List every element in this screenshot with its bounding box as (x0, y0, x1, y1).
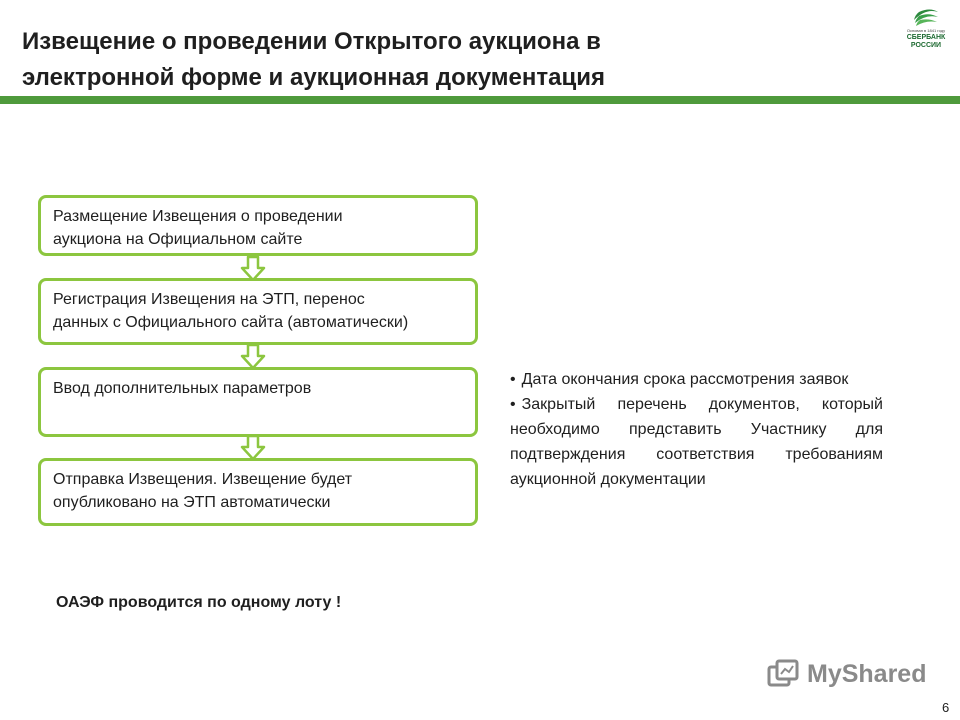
process-step-1-line-2: аукциона на Официальном сайте (53, 231, 303, 248)
process-step-2-line-2: данных с Официального сайта (автоматически) (53, 314, 409, 331)
process-step-4-line-2: опубликовано на ЭТП автоматически (53, 494, 331, 511)
logo-tagline: Основан в 1841 году (906, 28, 946, 33)
process-step-1-line-1: Размещение Извещения о проведении (53, 208, 343, 225)
process-step-4 (38, 458, 478, 526)
myshared-logo-icon (767, 657, 801, 691)
logo-name-line-1: СБЕРБАНК (906, 34, 946, 41)
process-step-2 (38, 278, 478, 345)
page-title (22, 24, 882, 96)
process-step-2-line-1: Регистрация Извещения на ЭТП, перенос (53, 291, 365, 308)
sberbank-logo (896, 6, 956, 70)
page-title-line-1: Извещение о проведении Открытого аукциона в (22, 28, 601, 55)
process-step-3 (38, 367, 478, 437)
process-step-4-line-1: Отправка Извещения. Извещение будет (53, 471, 353, 488)
watermark (767, 654, 926, 694)
sberbank-leaf-logo-icon (911, 6, 941, 28)
bullet-item: • Дата окончания срока рассмотрения заявок (510, 371, 849, 388)
logo-name-line-2: РОССИИ (910, 42, 942, 49)
note-text: ОАЭФ проводится по одному лоту ! (56, 594, 342, 611)
process-step-3-line-1: Ввод дополнительных параметров (53, 380, 312, 397)
header-divider (0, 96, 960, 104)
bullet-item: • Закрытый перечень документов, который необходимо представить Участнику для подтверждения соответствия требованиям аукционной документации (510, 396, 883, 488)
page-number: 6 (942, 700, 950, 715)
bullet-list (510, 367, 883, 492)
page-title-line-2: электронной форме и аукционная документация (22, 64, 606, 91)
bullet-text: Дата окончания срока рассмотрения заявок (521, 371, 849, 388)
process-step-1 (38, 195, 478, 256)
watermark-text: MyShared (807, 659, 927, 688)
bullet-text: Закрытый перечень документов, который необходимо представить Участнику для подтверждения соответствия требованиям аукционной документации (510, 396, 883, 488)
